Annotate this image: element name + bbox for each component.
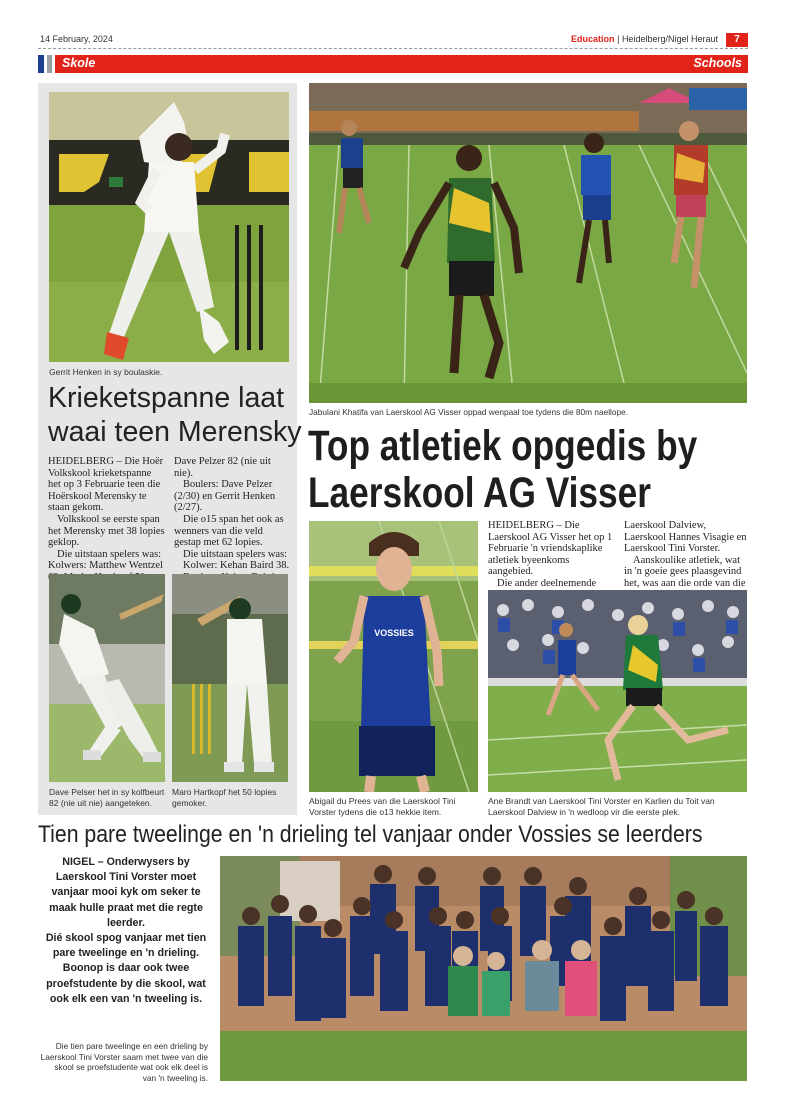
twins-photo-caption: Die tien pare tweelinge en een drieling by Laerskool Tini Vorster saam met twee van die skool se proefstudente wat ook elk deel is van 'n tweeling is. [40, 1041, 208, 1083]
athletics-sprint-photo [309, 83, 747, 403]
athletics-headline [308, 422, 698, 517]
athletics-headline-line1: Top atletiek opgedis by [308, 422, 698, 470]
athletics-para-4: Aanskoulike atletiek, wat in 'n goeie gees plaasgevind het, was aan die orde van die [624, 554, 746, 589]
cricket-para-6: Boulers: Dave Pelzer (2/30) en Gerrit Henken (2/27). [174, 479, 276, 514]
publication-name: Heidelberg/Nigel Heraut [621, 34, 718, 44]
athletics-headline-line2: Laerskool AG Visser [308, 469, 651, 517]
cricket-hartkopf-caption: Maro Hartkopf het 50 lopies gemoker. [172, 787, 277, 808]
athletics-hurdle-photo [309, 521, 478, 792]
athletics-para-3: Laerskool Dalview, Laerskool Hannes Visagie en Laerskool Tini Vorster. [624, 520, 747, 555]
athletics-column-2 [624, 520, 748, 601]
twins-lead [38, 855, 214, 1007]
banner-left-label: Skole [62, 56, 96, 70]
vest-text: VOSSIES [374, 628, 414, 638]
cricket-bowler-photo [49, 92, 289, 362]
cricket-para-5: Dave Pelzer 82 (nie uit nie). [174, 456, 271, 479]
athletics-sprint-caption: Jabulani Khatifa van Laerskool AG Visser oppad wenpaal toe tydens die 80m naellope. [309, 407, 629, 417]
twins-lead-para-1: NIGEL – Onderwysers by Laerskool Tini Vorster moet vanjaar mooi kyk om seker te maak hulle praat met die regte leerder. [49, 856, 203, 929]
cricket-column-1 [48, 456, 165, 584]
cricket-headline-line1: Krieketspanne laat [48, 382, 285, 414]
twins-lead-para-2: Dié skool spog vanjaar met tien pare tweelinge en 'n drieling. Boonop is daar ook twee proefstudente by die skool, wat ook elk een van 'n tweeling is. [45, 932, 207, 1005]
cricket-bowler-caption: Gerrit Henken in sy boulaskie. [49, 367, 163, 377]
cricket-para-9: Kolwer: Kehan Baird 38. [183, 560, 290, 572]
athletics-race-photo [488, 590, 747, 792]
cricket-pelser-caption: Dave Pelser het in sy kolfbeurt 82 (nie uit nie) aangeteken. [49, 787, 165, 808]
issue-date: 14 February, 2024 [40, 34, 113, 44]
cricket-headline [48, 381, 302, 449]
section-separator: | [617, 34, 620, 44]
section-name: Education [571, 34, 615, 44]
banner-accent-grey [47, 55, 52, 73]
athletics-para-1: HEIDELBERG – Die Laerskool AG Visser het op 1 Februarie 'n vriendskaplike atletiek byeenkoms aangebied. [488, 520, 613, 578]
cricket-para-7: Die o15 span het ook as wenners van die veld gestap met 62 lopies. [174, 513, 284, 549]
athletics-race-caption: Ane Brandt van Laerskool Tini Vorster en Karlien du Toit van Laerskool Dalview in 'n wedloop vir die eerste plek. [488, 796, 715, 817]
athletics-para-2: Die ander deelnemende [497, 577, 597, 589]
twins-group-photo [220, 856, 747, 1081]
page-header [38, 33, 748, 47]
twins-headline: Tien pare tweelinge en 'n drieling tel vanjaar onder Vossies se leerders [38, 821, 703, 848]
cricket-batsman-hartkopf-photo [172, 574, 288, 782]
section-banner [38, 55, 748, 73]
banner-accent-blue [38, 55, 44, 73]
banner-right-label: Schools [693, 56, 742, 70]
cricket-para-3: Die uitstaan spelers was: [57, 548, 162, 560]
athletics-hurdle-caption: Abigail du Prees van die Laerskool Tini Vorster tydens die o13 hekkie item. [309, 796, 456, 817]
cricket-para-1: HEIDELBERG – Die Hoër Volkskool krieketspanne het op 3 Februarie teen die Hoërskool Merensky te staan gekom. [48, 456, 164, 514]
banner-bar [55, 55, 748, 73]
section-label [571, 34, 718, 44]
cricket-para-2: Volkskool se eerste span het Merensky met 38 lopies geklop. [48, 513, 165, 549]
cricket-batsman-pelser-photo [49, 574, 165, 782]
cricket-para-4: Kolwers: Matthew Wentzel [48, 560, 164, 572]
cricket-headline-line2: waai teen Merensky [48, 416, 302, 448]
page-number: 7 [726, 33, 748, 47]
cricket-para-8: Die uitstaan spelers was: [183, 548, 288, 560]
header-rule [38, 48, 748, 49]
